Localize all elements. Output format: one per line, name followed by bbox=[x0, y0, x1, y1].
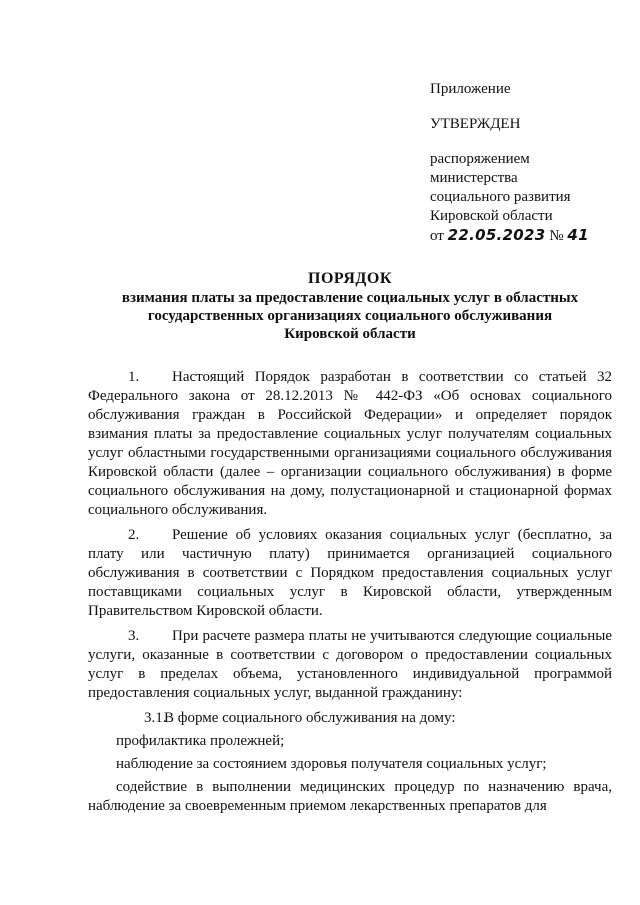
paragraph-text: Настоящий Порядок разработан в соответствии со статьей 32 Федерального закона от 28.12.2013 № 442-ФЗ «Об основах социального обслуживания граждан в Российской Федерации» и определяет порядок взимания платы за предоставление социальных услуг получателям социальных услуг областными государственными организациями социального обслуживания Кировской области (далее – организации социального обслуживания) в форме социального обслуживания на дому, полустационарной и стационарной формах социального обслуживания. bbox=[88, 369, 612, 518]
title-sub-line-2: государственных организациях социального обслуживания bbox=[147, 308, 553, 324]
approval-date-line bbox=[430, 226, 630, 246]
paragraph-text: Решение об условиях оказания социальных услуг (бесплатно, за плату или частичную плату) принимается организацией социального обслуживания в соответствии с Порядком предоставления социальных услуг поставщиками социальных услуг в Кировской области, утвержденным Правительством Кировской области. bbox=[88, 527, 612, 619]
paragraph-2 bbox=[88, 526, 612, 621]
title-sub-line-1: взимания платы за предоставление социальных услуг в областных bbox=[121, 290, 579, 306]
subsection-text: В форме социального обслуживания на дому: bbox=[164, 710, 456, 726]
approved-by-line-2: министерства bbox=[430, 170, 518, 186]
subsection-3-1 bbox=[88, 709, 612, 728]
handwritten-date: 22.05.2023 bbox=[447, 226, 546, 244]
list-item: наблюдение за состоянием здоровья получателя социальных услуг; bbox=[116, 756, 547, 772]
approved-by-line-4: Кировской области bbox=[430, 208, 553, 224]
paragraph-number: 3. bbox=[128, 628, 140, 644]
title-main: ПОРЯДОК bbox=[308, 270, 392, 287]
document-title bbox=[80, 270, 620, 343]
paragraph-1 bbox=[88, 368, 612, 520]
paragraph-number: 1. bbox=[128, 369, 140, 385]
list-item: профилактика пролежней; bbox=[116, 733, 285, 749]
approved-by-line-1: распоряжением bbox=[430, 151, 530, 167]
title-sub-line-3: Кировской области bbox=[284, 326, 416, 342]
list-item: содействие в выполнении медицинских процедур по назначению врача, наблюдение за своевременным приемом лекарственных препаратов для bbox=[88, 779, 612, 814]
document-body bbox=[88, 368, 612, 820]
date-prefix: от bbox=[430, 228, 444, 244]
appendix-label: Приложение bbox=[430, 81, 511, 97]
number-sign: № bbox=[549, 228, 564, 244]
paragraph-text: При расчете размера платы не учитываются следующие социальные услуги, оказанные в соответствии с договором о предоставлении социальных услуг в пределах объема, установленного индивидуальной программой предоставления социальных услуг, выданной гражданину: bbox=[88, 628, 612, 701]
paragraph-number: 2. bbox=[128, 527, 140, 543]
approved-by-line-3: социального развития bbox=[430, 189, 571, 205]
approval-block bbox=[430, 80, 630, 246]
handwritten-number: 41 bbox=[567, 226, 589, 244]
paragraph-3 bbox=[88, 627, 612, 703]
subsection-number: 3.1. bbox=[144, 710, 167, 726]
approved-label: УТВЕРЖДЕН bbox=[430, 116, 521, 132]
